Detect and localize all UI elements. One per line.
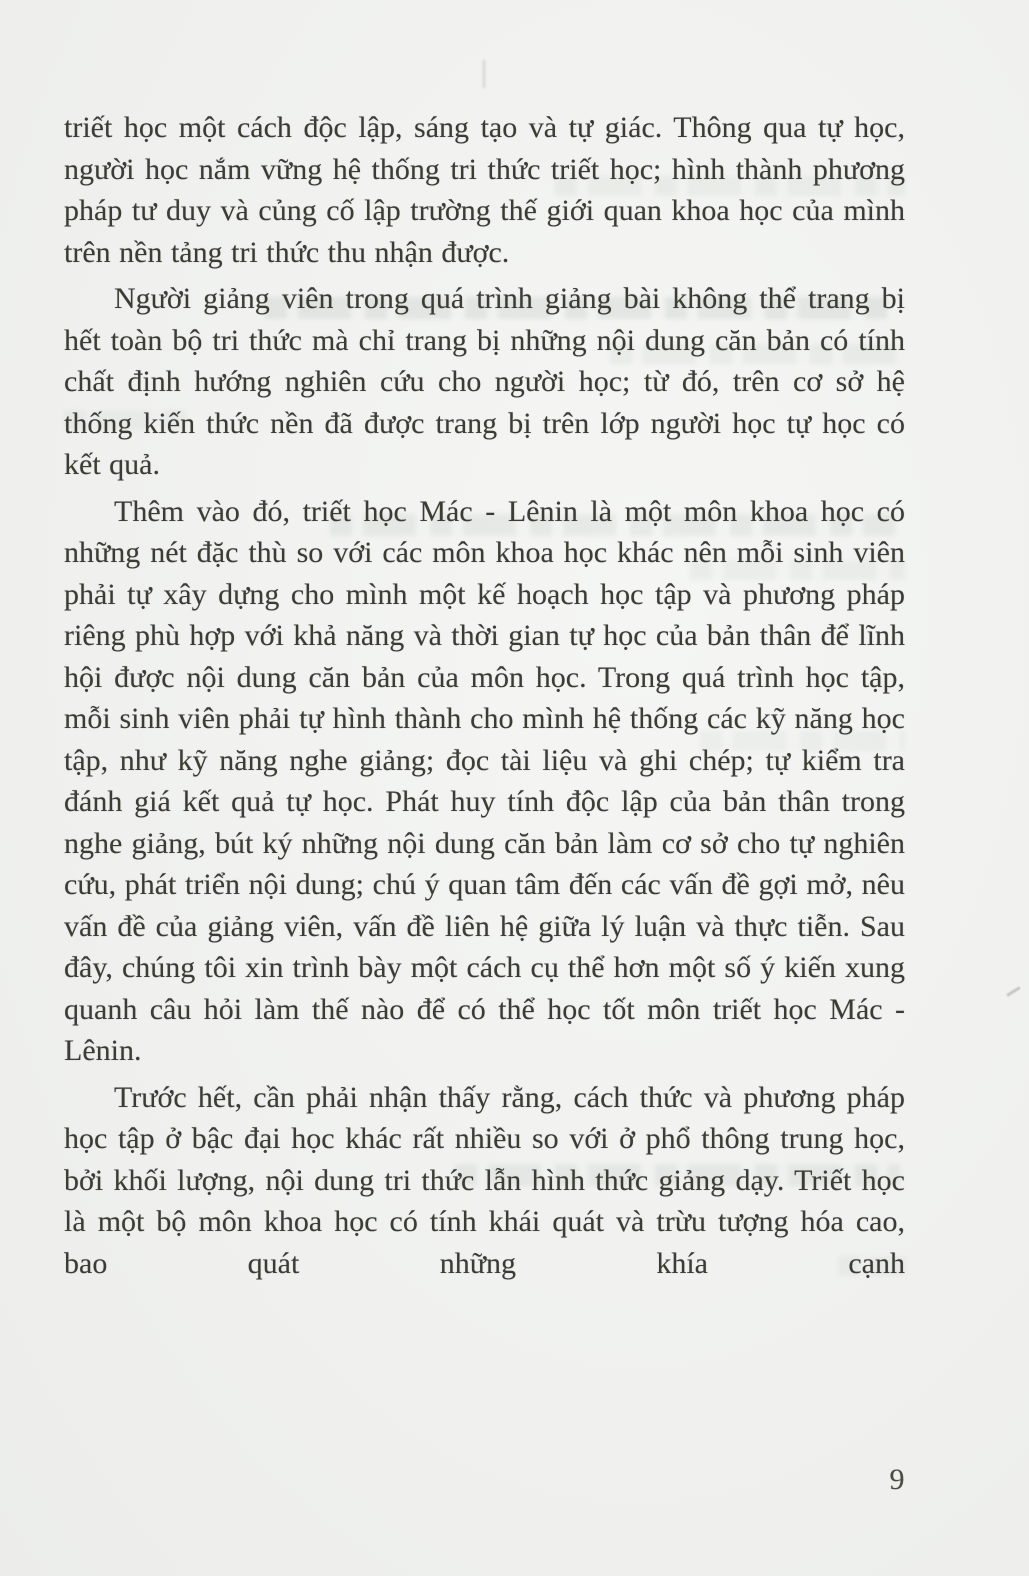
paragraph: triết học một cách độc lập, sáng tạo và tự giác. Thông qua tự học, người học nắm vững hệ thống tri thức triết học; hình thành phương pháp tư duy và củng cố lập trường thế giới quan khoa học của mình trên nền tảng tri thức thu nhận được.	[64, 111, 905, 269]
scan-artifact	[483, 60, 485, 88]
page-number: 9	[889, 1463, 905, 1496]
scan-artifact	[1006, 986, 1020, 996]
paragraph: Người giảng viên trong quá trình giảng bài không thể trang bị hết toàn bộ tri thức mà chỉ trang bị những nội dung căn bản có tính chất định hướng nghiên cứu cho người học; từ đó, trên cơ sở hệ thống kiến thức nền đã được trang bị trên lớp người học tự học có kết quả.	[64, 282, 905, 481]
paragraph: Thêm vào đó, triết học Mác - Lênin là một môn khoa học có những nét đặc thù so với các môn khoa học khác nên mỗi sinh viên phải tự xây dựng cho mình một kế hoạch học tập và phương pháp riêng phù hợp với khả năng và thời gian tự học của bản thân để lĩnh hội được nội dung căn bản của môn học. Trong quá trình học tập, mỗi sinh viên phải tự hình thành cho mình hệ thống các kỹ năng học tập, như kỹ năng nghe giảng; đọc tài liệu và ghi chép; tự kiểm tra đánh giá kết quả tự học. Phát huy tính độc lập của bản thân trong nghe giảng, bút ký những nội dung căn bản làm cơ sở cho tự nghiên cứu, phát triển nội dung; chú ý quan tâm đến các vấn đề gợi mở, nêu vấn đề của giảng viên, vấn đề liên hệ giữa lý luận và thực tiễn. Sau đây, chúng tôi xin trình bày một cách cụ thể hơn một số ý kiến xung quanh câu hỏi làm thế nào để có thể học tốt môn triết học Mác - Lênin.	[64, 494, 905, 1067]
paragraph: Trước hết, cần phải nhận thấy rằng, cách thức và phương pháp học tập ở bậc đại học khác rất nhiều so với ở phổ thông trung học, bởi khối lượng, nội dung tri thức lẫn hình thức giảng dạy. Triết học là một bộ môn khoa học có tính khái quát và trừu tượng hóa cao, bao quát những khía cạnh	[64, 1080, 905, 1280]
page-text-block	[64, 107, 905, 1284]
